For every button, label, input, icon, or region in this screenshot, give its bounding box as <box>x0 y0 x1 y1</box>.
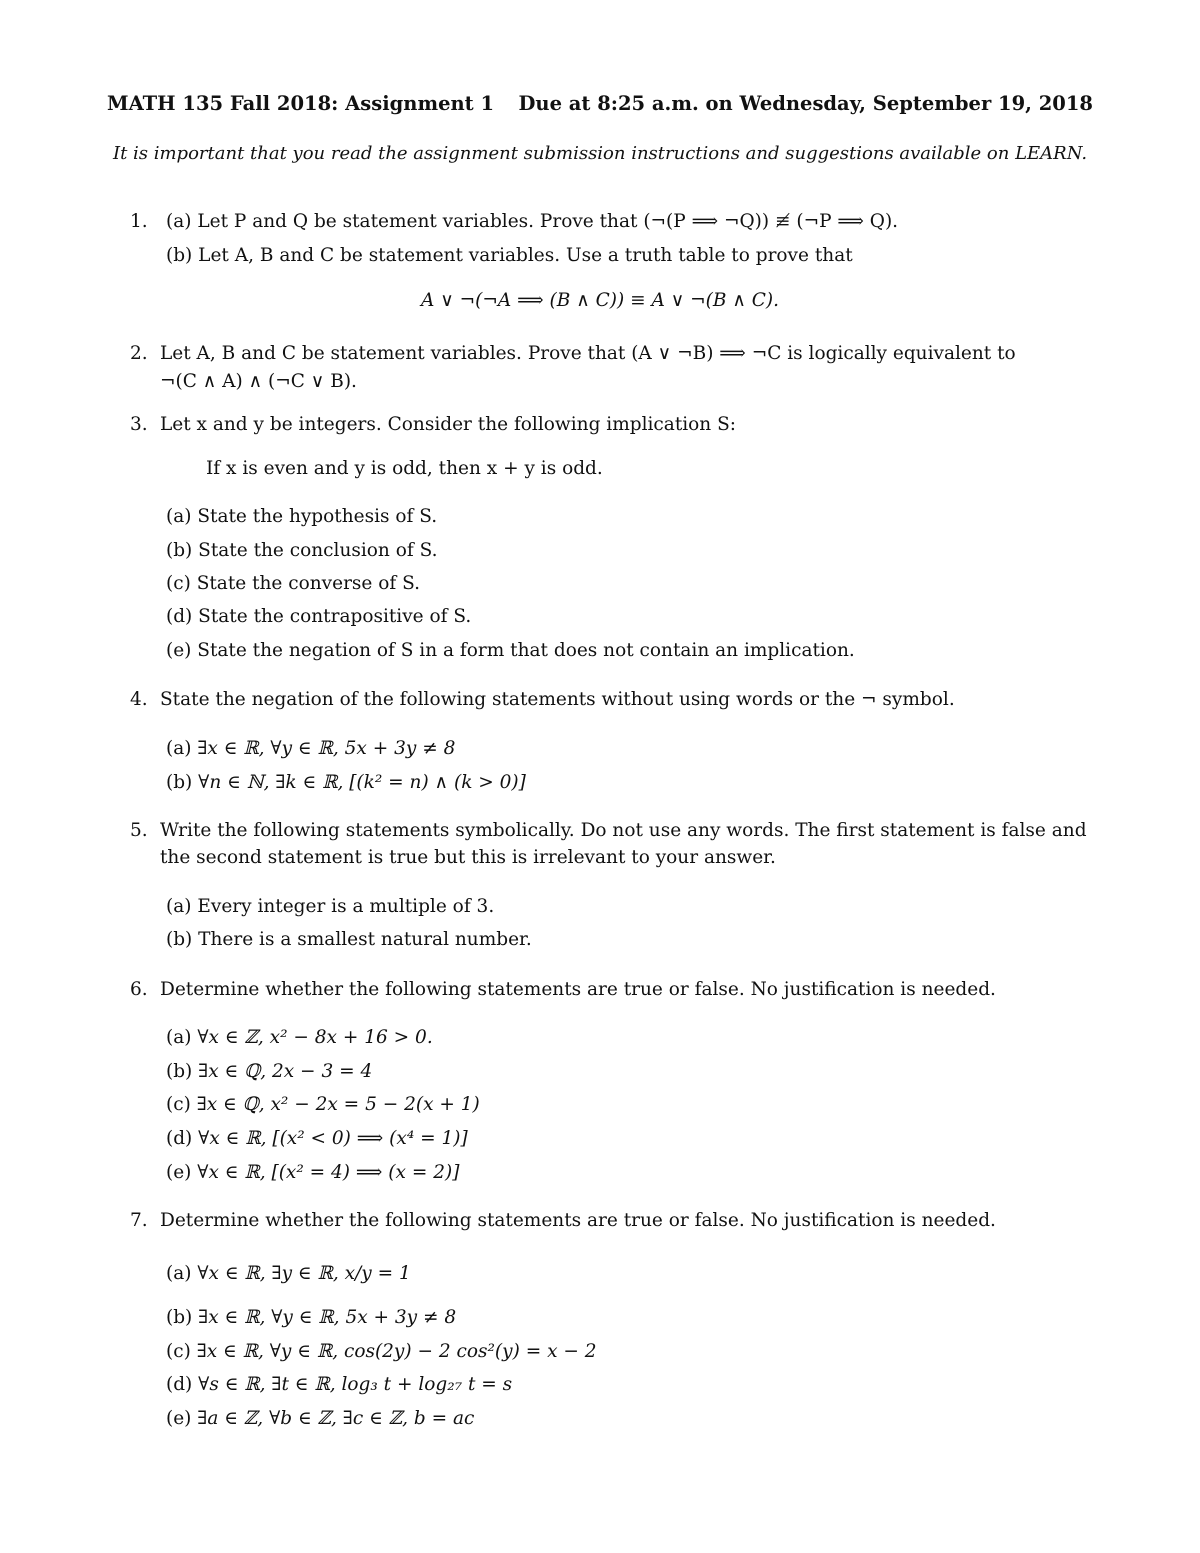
part-text: State the contrapositive of S. <box>198 606 472 627</box>
question-text: Determine whether the following statements are true or false. No justification is needed. <box>160 1210 996 1231</box>
question-part <box>166 504 437 530</box>
question-part <box>166 736 455 762</box>
part-text: State the hypothesis of S. <box>197 506 438 527</box>
question-part <box>166 1305 456 1331</box>
submission-note: It is important that you read the assignment submission instructions and suggestions available on LEARN. <box>112 143 1088 164</box>
part-label: (b) <box>166 1307 193 1328</box>
question-part <box>166 571 420 597</box>
part-label: (a) <box>166 506 192 527</box>
question-part <box>166 1059 372 1085</box>
part-text: ∃x ∈ ℚ, x² − 2x = 5 − 2(x + 1) <box>196 1094 480 1115</box>
implication-statement: If x is even and y is odd, then x + y is odd. <box>206 458 603 479</box>
part-label: (c) <box>166 573 191 594</box>
part-label: (c) <box>166 1341 191 1362</box>
question-number: 1. <box>130 211 148 232</box>
part-text: ∀x ∈ ℤ, x² − 8x + 16 > 0. <box>197 1027 433 1048</box>
question-text: Determine whether the following statements are true or false. No justification is needed. <box>160 979 996 1000</box>
part-text: State the negation of S in a form that does not contain an implication. <box>197 640 855 661</box>
question-number: 3. <box>130 414 148 435</box>
question-part <box>166 1126 468 1152</box>
part-text: ∃a ∈ ℤ, ∀b ∈ ℤ, ∃c ∈ ℤ, b = ac <box>197 1408 475 1429</box>
header <box>107 92 1093 115</box>
question-part <box>166 209 898 235</box>
question-part <box>166 927 532 953</box>
part-label: (a) <box>166 1027 192 1048</box>
part-text: ∀s ∈ ℝ, ∃t ∈ ℝ, log₃ t + log₂₇ t = s <box>198 1374 513 1395</box>
part-label: (b) <box>166 540 193 561</box>
part-text: State the conclusion of S. <box>198 540 438 561</box>
question-part <box>166 770 526 796</box>
part-text: ∃x ∈ ℝ, ∀y ∈ ℝ, 5x + 3y ≠ 8 <box>197 738 456 759</box>
question-text: Let A, B and C be statement variables. Prove that (A ∨ ¬B) ⟹ ¬C is logically equivalent to <box>160 343 1016 364</box>
part-label: (b) <box>166 772 193 793</box>
part-label: (e) <box>166 1408 192 1429</box>
part-label: (a) <box>166 211 192 232</box>
part-label: (d) <box>166 1374 193 1395</box>
part-label: (d) <box>166 606 193 627</box>
question-text: the second statement is true but this is irrelevant to your answer. <box>160 847 776 868</box>
part-label: (b) <box>166 1061 193 1082</box>
part-label: (a) <box>166 896 192 917</box>
part-label: (e) <box>166 1162 192 1183</box>
part-text: Let A, B and C be statement variables. Use a truth table to prove that <box>198 245 853 266</box>
due-date: Due at 8:25 a.m. on Wednesday, September 19, 2018 <box>518 92 1093 115</box>
part-label: (b) <box>166 929 193 950</box>
question-part <box>166 1339 597 1365</box>
question-text: Write the following statements symbolically. Do not use any words. The first statement is false and <box>160 820 1087 841</box>
part-label: (b) <box>166 245 193 266</box>
part-label: (a) <box>166 1263 192 1284</box>
part-text: ∃x ∈ ℚ, 2x − 3 = 4 <box>198 1061 373 1082</box>
question-part <box>166 1261 411 1287</box>
question-part <box>166 1372 512 1398</box>
question-text: Let x and y be integers. Consider the following implication S: <box>160 414 737 435</box>
question-number: 5. <box>130 820 148 841</box>
part-text: ∀n ∈ ℕ, ∃k ∈ ℝ, [(k² = n) ∧ (k > 0)] <box>198 772 526 793</box>
question-number: 7. <box>130 1210 148 1231</box>
question-text: State the negation of the following statements without using words or the ¬ symbol. <box>160 689 955 710</box>
part-text: ∀x ∈ ℝ, ∃y ∈ ℝ, x/y = 1 <box>197 1263 411 1284</box>
question-part <box>166 638 855 664</box>
part-text: State the converse of S. <box>196 573 421 594</box>
question-part <box>166 1160 459 1186</box>
part-label: (d) <box>166 1128 193 1149</box>
part-text: ∃x ∈ ℝ, ∀y ∈ ℝ, cos(2y) − 2 cos²(y) = x − 2 <box>196 1341 597 1362</box>
question-number: 4. <box>130 689 148 710</box>
part-text: ∀x ∈ ℝ, [(x² = 4) ⟹ (x = 2)] <box>197 1162 460 1183</box>
part-label: (c) <box>166 1094 191 1115</box>
assignment-title: MATH 135 Fall 2018: Assignment 1 <box>107 92 495 115</box>
part-label: (a) <box>166 738 192 759</box>
part-text: There is a smallest natural number. <box>198 929 532 950</box>
question-number: 2. <box>130 343 148 364</box>
display-formula: A ∨ ¬(¬A ⟹ (B ∧ C)) ≡ A ∨ ¬(B ∧ C). <box>420 290 780 311</box>
part-text: Let P and Q be statement variables. Prove that (¬(P ⟹ ¬Q)) ≢ (¬P ⟹ Q). <box>197 211 899 232</box>
question-part <box>166 1025 433 1051</box>
question-part <box>166 894 494 920</box>
part-text: ∀x ∈ ℝ, [(x² < 0) ⟹ (x⁴ = 1)] <box>198 1128 468 1149</box>
question-text: ¬(C ∧ A) ∧ (¬C ∨ B). <box>160 371 357 392</box>
question-part <box>166 243 853 269</box>
question-number: 6. <box>130 979 148 1000</box>
question-part <box>166 1406 474 1432</box>
part-text: Every integer is a multiple of 3. <box>197 896 495 917</box>
question-part <box>166 538 437 564</box>
part-text: ∃x ∈ ℝ, ∀y ∈ ℝ, 5x + 3y ≠ 8 <box>198 1307 457 1328</box>
question-part <box>166 604 471 630</box>
question-part <box>166 1092 480 1118</box>
part-label: (e) <box>166 640 192 661</box>
